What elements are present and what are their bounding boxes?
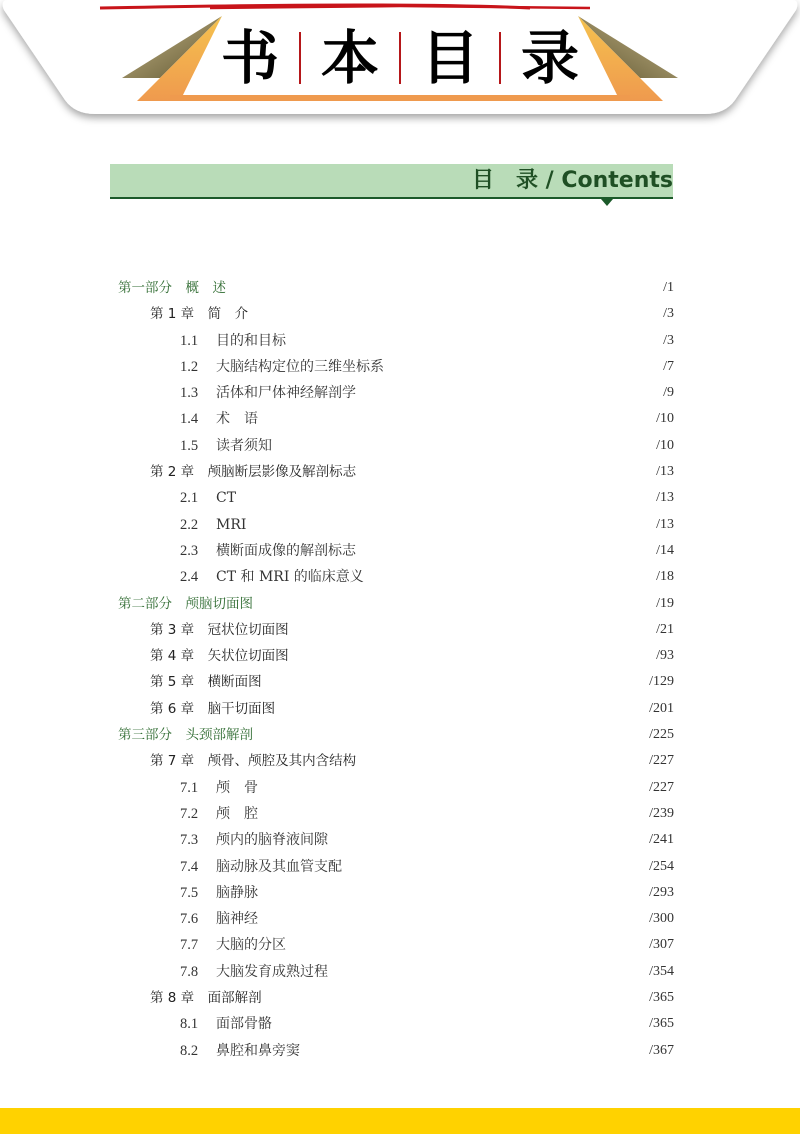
page-number: /18 bbox=[656, 569, 674, 585]
toc-entry-title: 脑静脉 bbox=[216, 884, 258, 901]
section-number: 8.1 bbox=[180, 1016, 199, 1033]
section-number: 2.3 bbox=[180, 542, 199, 559]
page-number: /1 bbox=[663, 280, 674, 295]
banner-separator bbox=[399, 32, 401, 84]
section-number: 1.3 bbox=[180, 385, 199, 402]
section-number: 1.1 bbox=[180, 332, 199, 349]
toc-entry-title: 第 6 章 脑干切面图 bbox=[150, 700, 276, 717]
toc-chapter-row[interactable] bbox=[0, 459, 800, 485]
page-number: /241 bbox=[649, 832, 674, 848]
page-number: /7 bbox=[663, 358, 674, 374]
page-number: /239 bbox=[649, 805, 674, 821]
toc-section-row[interactable] bbox=[0, 328, 800, 354]
toc-chapter-row[interactable] bbox=[0, 985, 800, 1011]
contents-header-bar bbox=[110, 164, 673, 199]
section-number: 7.8 bbox=[180, 963, 199, 980]
page-number: /9 bbox=[663, 385, 674, 401]
page-number: /13 bbox=[656, 516, 674, 532]
toc-entry-title: 大脑结构定位的三维坐标系 bbox=[216, 358, 384, 375]
section-number: 7.5 bbox=[180, 884, 199, 901]
toc-entry-title: 横断面成像的解剖标志 bbox=[216, 542, 356, 559]
section-number: 2.1 bbox=[180, 490, 199, 507]
page-number: /254 bbox=[649, 858, 674, 874]
toc-entry-title: 目的和目标 bbox=[216, 332, 286, 349]
toc-entry-title: 活体和尸体神经解剖学 bbox=[216, 385, 356, 402]
toc-section-row[interactable] bbox=[0, 354, 800, 380]
toc-chapter-row[interactable] bbox=[0, 617, 800, 643]
toc-entry-title: 脑动脉及其血管支配 bbox=[216, 858, 342, 875]
page-number: /21 bbox=[656, 621, 674, 637]
toc-section-row[interactable] bbox=[0, 1038, 800, 1064]
toc-part-row[interactable] bbox=[0, 591, 800, 617]
toc-chapter-row[interactable] bbox=[0, 696, 800, 722]
section-number: 7.2 bbox=[180, 805, 199, 822]
page-number: /129 bbox=[649, 674, 674, 690]
page-number: /365 bbox=[649, 1016, 674, 1032]
toc-entry-title: 大脑的分区 bbox=[216, 937, 286, 954]
toc-section-row[interactable] bbox=[0, 564, 800, 590]
toc-entry-title: MRI bbox=[216, 516, 247, 533]
banner-title bbox=[215, 22, 585, 94]
toc-entry-title: 第三部分 头颈部解剖 bbox=[118, 727, 253, 744]
toc-section-row[interactable] bbox=[0, 854, 800, 880]
section-number: 1.5 bbox=[180, 437, 199, 454]
footer-band bbox=[0, 1108, 800, 1134]
toc-entry-title: CT bbox=[216, 490, 237, 507]
toc-entry-title: 第二部分 颅脑切面图 bbox=[118, 595, 253, 612]
page-number: /365 bbox=[649, 990, 674, 1006]
toc-entry-title: CT 和 MRI 的临床意义 bbox=[216, 569, 364, 586]
page-number: /19 bbox=[656, 595, 674, 611]
page-number: /201 bbox=[649, 700, 674, 716]
toc-section-row[interactable] bbox=[0, 485, 800, 511]
section-number: 7.1 bbox=[180, 779, 199, 796]
toc-section-row[interactable] bbox=[0, 775, 800, 801]
toc-entry-title: 第 1 章 简 介 bbox=[150, 306, 249, 323]
page-number: /3 bbox=[663, 306, 674, 322]
toc-chapter-row[interactable] bbox=[0, 643, 800, 669]
banner-char: 本 bbox=[320, 24, 379, 92]
section-number: 7.3 bbox=[180, 832, 199, 849]
section-number: 1.2 bbox=[180, 358, 199, 375]
toc-section-row[interactable] bbox=[0, 433, 800, 459]
toc-entry-title: 读者须知 bbox=[216, 437, 272, 454]
section-number: 2.4 bbox=[180, 569, 199, 586]
page-number: /354 bbox=[649, 963, 674, 979]
toc-entry-title: 第 3 章 冠状位切面图 bbox=[150, 621, 289, 638]
page-number: /225 bbox=[649, 727, 674, 743]
toc-part-row[interactable] bbox=[0, 722, 800, 748]
page-number: /300 bbox=[649, 911, 674, 927]
toc-entry-title: 第 7 章 颅骨、颅腔及其内含结构 bbox=[150, 753, 357, 770]
toc-entry-title: 颅 腔 bbox=[216, 805, 258, 822]
toc-section-row[interactable] bbox=[0, 932, 800, 958]
section-number: 1.4 bbox=[180, 411, 199, 428]
page-number: /3 bbox=[663, 332, 674, 348]
toc-section-row[interactable] bbox=[0, 1011, 800, 1037]
banner-separator bbox=[499, 32, 501, 84]
page-number: /93 bbox=[656, 648, 674, 664]
page-number: /10 bbox=[656, 411, 674, 427]
banner-header bbox=[0, 0, 800, 130]
toc-entry-title: 脑神经 bbox=[216, 911, 258, 928]
toc-section-row[interactable] bbox=[0, 827, 800, 853]
banner-char: 书 bbox=[220, 24, 279, 92]
toc-section-row[interactable] bbox=[0, 538, 800, 564]
page-number: /14 bbox=[656, 542, 674, 558]
toc-entry-title: 第 5 章 横断面图 bbox=[150, 674, 262, 691]
toc-entry-title: 术 语 bbox=[216, 411, 258, 428]
toc-chapter-row[interactable] bbox=[0, 301, 800, 327]
page-number: /307 bbox=[649, 937, 674, 953]
section-number: 7.6 bbox=[180, 911, 199, 928]
toc-section-row[interactable] bbox=[0, 380, 800, 406]
toc-entry-title: 第 8 章 面部解剖 bbox=[150, 990, 262, 1007]
toc-entry-title: 第 2 章 颅脑断层影像及解剖标志 bbox=[150, 464, 357, 481]
toc-section-row[interactable] bbox=[0, 512, 800, 538]
toc-entry-title: 第一部分 概 述 bbox=[118, 280, 226, 296]
triangle-down-icon bbox=[601, 199, 613, 206]
page-number: /13 bbox=[656, 464, 674, 480]
page-number: /227 bbox=[649, 779, 674, 795]
toc-entry-title: 大脑发育成熟过程 bbox=[216, 963, 328, 980]
page-number: /367 bbox=[649, 1042, 674, 1058]
toc-part-row[interactable] bbox=[0, 275, 800, 301]
banner-char: 目 bbox=[420, 24, 479, 92]
banner-separator bbox=[299, 32, 301, 84]
toc-chapter-row[interactable] bbox=[0, 748, 800, 774]
page-number: /10 bbox=[656, 437, 674, 453]
section-number: 7.4 bbox=[180, 858, 199, 875]
toc-entry-title: 面部骨骼 bbox=[216, 1016, 272, 1033]
toc-entry-title: 颅 骨 bbox=[216, 779, 258, 796]
section-number: 7.7 bbox=[180, 937, 199, 954]
table-of-contents bbox=[0, 275, 800, 1064]
toc-chapter-row[interactable] bbox=[0, 669, 800, 695]
banner-char: 录 bbox=[520, 24, 579, 92]
toc-entry-title: 颅内的脑脊液间隙 bbox=[216, 832, 328, 849]
contents-title: 目 录 / Contents bbox=[472, 168, 673, 193]
toc-entry-title: 鼻腔和鼻旁窦 bbox=[216, 1042, 300, 1059]
section-number: 2.2 bbox=[180, 516, 199, 533]
toc-section-row[interactable] bbox=[0, 880, 800, 906]
page-number: /13 bbox=[656, 490, 674, 506]
section-number: 8.2 bbox=[180, 1042, 199, 1059]
toc-section-row[interactable] bbox=[0, 801, 800, 827]
page-number: /293 bbox=[649, 884, 674, 900]
toc-section-row[interactable] bbox=[0, 959, 800, 985]
toc-entry-title: 第 4 章 矢状位切面图 bbox=[150, 648, 289, 665]
toc-section-row[interactable] bbox=[0, 406, 800, 432]
toc-section-row[interactable] bbox=[0, 906, 800, 932]
page-number: /227 bbox=[649, 753, 674, 769]
